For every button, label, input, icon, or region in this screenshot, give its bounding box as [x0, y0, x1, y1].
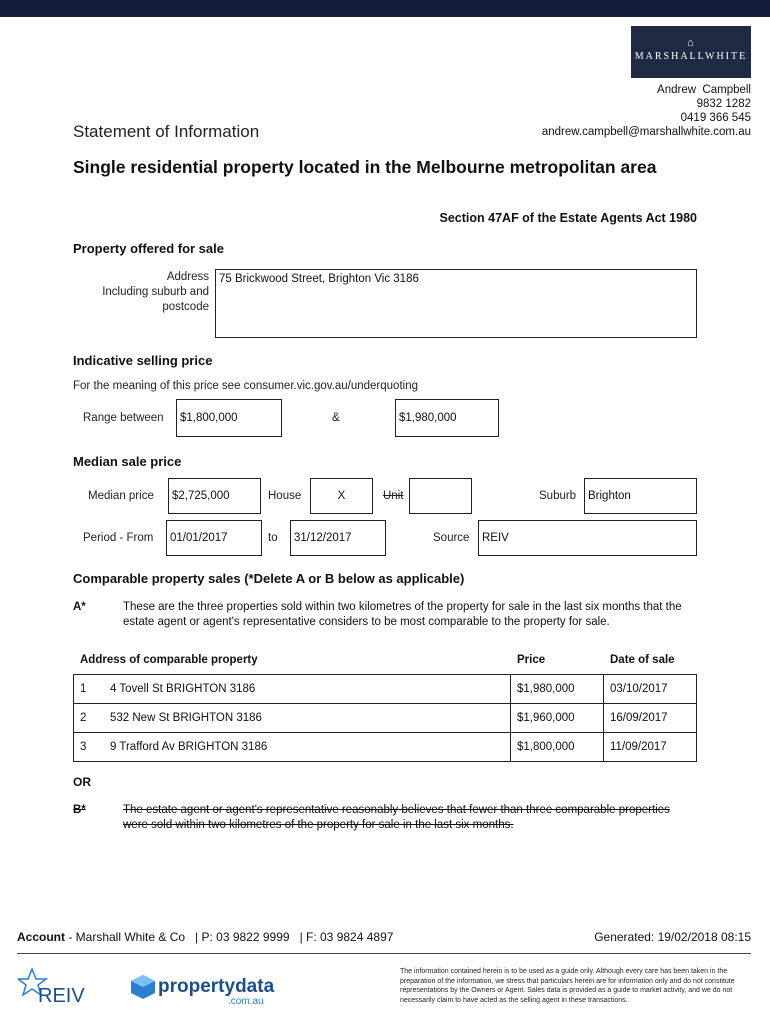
- median-heading: Median sale price: [73, 454, 182, 469]
- account-label: Account: [17, 930, 65, 944]
- table-row: [74, 675, 697, 704]
- comparable-address: 9 Trafford Av BRIGHTON 3186: [110, 741, 268, 753]
- range-label: Range between: [83, 412, 164, 424]
- source-label: Source: [433, 532, 470, 544]
- agent-contact: [542, 83, 751, 139]
- generated-timestamp: Generated: 19/02/2018 08:15: [594, 930, 751, 944]
- option-a-marker: A*: [73, 601, 86, 613]
- propertydata-logo-sub: .com.au: [228, 996, 264, 1007]
- period-from-field[interactable]: 01/01/2017: [166, 520, 262, 556]
- comparable-date: 16/09/2017: [604, 704, 697, 733]
- comparable-table: [73, 674, 697, 762]
- house-mark-icon: ⌂: [687, 37, 695, 49]
- property-heading: Property offered for sale: [73, 241, 224, 256]
- comparable-address-cell: [74, 704, 511, 733]
- col-price-header: Price: [517, 654, 546, 666]
- unit-label: Unit: [383, 490, 404, 502]
- row-number: 3: [80, 741, 87, 753]
- statement-title: Statement of Information: [73, 122, 260, 141]
- option-b-marker: B*: [73, 804, 86, 816]
- agent-name: Andrew Campbell: [657, 84, 751, 96]
- propertydata-logo-text: propertydata: [158, 976, 275, 997]
- marshall-white-logo: [631, 26, 751, 78]
- underquoting-note: For the meaning of this price see consumer.vic.gov.au/underquoting: [73, 380, 418, 392]
- section-reference: Section 47AF of the Estate Agents Act 1980: [439, 211, 697, 225]
- comparable-address-cell: [74, 675, 511, 704]
- reiv-logo-text: REIV: [38, 985, 85, 1007]
- period-to-field[interactable]: 31/12/2017: [290, 520, 386, 556]
- propertydata-cube-icon: [130, 974, 156, 1000]
- comparable-date: 11/09/2017: [604, 733, 697, 762]
- suburb-label: Suburb: [539, 490, 577, 502]
- account-info: [17, 930, 393, 944]
- comparable-price: $1,980,000: [511, 675, 604, 704]
- range-ampersand: &: [332, 412, 340, 424]
- address-label-line-1: Address: [166, 271, 209, 283]
- disclaimer-text: The information contained herein is to be used as a guide only. Although every care has been taken in the preparation of the information, we stress that particulars herein are for information only and do not constitute representations by the Owners or Agent. Sales data is provided as a guide to market activity, and we do not necessarily claim to have acted as the selling agent in these transactions.: [400, 968, 735, 1004]
- address-field[interactable]: 75 Brickwood Street, Brighton Vic 3186: [215, 269, 697, 338]
- comparable-price: $1,960,000: [511, 704, 604, 733]
- footer-divider: [17, 953, 751, 954]
- comparable-price: $1,800,000: [511, 733, 604, 762]
- col-address-header: Address of comparable property: [80, 654, 258, 666]
- house-field[interactable]: X: [310, 478, 373, 514]
- agent-email[interactable]: andrew.campbell@marshallwhite.com.au: [541, 126, 751, 138]
- unit-field[interactable]: [409, 478, 472, 514]
- col-date-header: Date of sale: [610, 654, 675, 666]
- comparable-date: 03/10/2017: [604, 675, 697, 704]
- range-low-field[interactable]: $1,800,000: [176, 399, 282, 437]
- comparable-address: 4 Tovell St BRIGHTON 3186: [110, 683, 256, 695]
- indicative-heading: Indicative selling price: [73, 353, 213, 368]
- option-a-text: These are the three properties sold within two kilometres of the property for sale in the last six months that the estate agent or agent's representative considers to be most comparable to the property for sale.: [123, 601, 682, 628]
- row-number: 1: [80, 683, 87, 695]
- propertydata-logo: [130, 970, 280, 1010]
- address-label-line-2: Including suburb and: [102, 286, 209, 298]
- row-number: 2: [80, 712, 87, 724]
- agent-phone: 9832 1282: [696, 98, 751, 110]
- suburb-field[interactable]: Brighton: [584, 478, 697, 514]
- reiv-logo: [18, 965, 98, 1010]
- comparable-address: 532 New St BRIGHTON 3186: [110, 712, 262, 724]
- source-field[interactable]: REIV: [478, 520, 697, 556]
- house-label: House: [268, 490, 302, 502]
- page-title: Single residential property located in the Melbourne metropolitan area: [73, 157, 657, 177]
- logo-brand-text: MARSHALLWHITE: [634, 51, 748, 62]
- median-price-label: Median price: [88, 490, 154, 502]
- option-b-text: The estate agent or agent's representative reasonably believes that fewer than three comparable properties were sold within two kilometres of the property for sale in the last six months.: [123, 804, 670, 831]
- median-price-field[interactable]: $2,725,000: [168, 478, 261, 514]
- table-row: [74, 704, 697, 733]
- account-details: - Marshall White & Co | P: 03 9822 9999 | F: 03 9824 4897: [65, 930, 394, 944]
- comparable-heading: Comparable property sales (*Delete A or B below as applicable): [73, 571, 465, 586]
- address-label-line-3: postcode: [162, 301, 209, 313]
- address-label: [73, 270, 209, 315]
- period-label: Period - From: [83, 532, 154, 544]
- top-banner: [0, 0, 770, 17]
- table-row: [74, 733, 697, 762]
- range-high-field[interactable]: $1,980,000: [395, 399, 499, 437]
- agent-mobile: 0419 366 545: [680, 112, 751, 124]
- comparable-address-cell: [74, 733, 511, 762]
- or-label: OR: [73, 775, 91, 789]
- period-to-label: to: [268, 532, 278, 544]
